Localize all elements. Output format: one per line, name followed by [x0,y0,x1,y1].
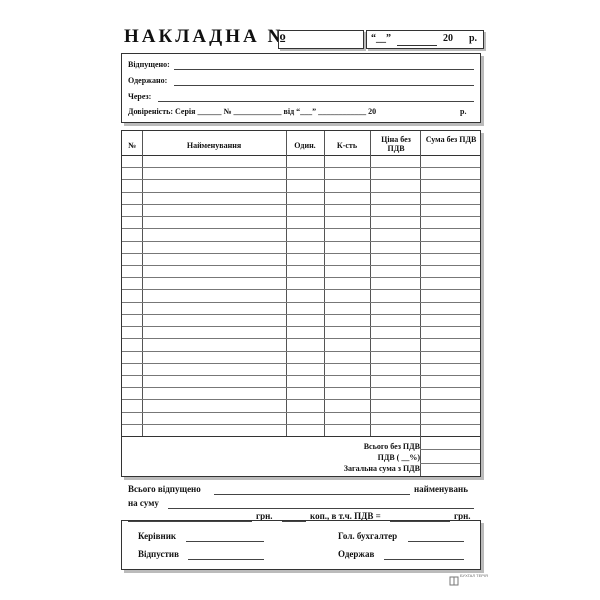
grn-label: грн. [256,511,273,521]
table-row[interactable] [122,363,480,364]
col-header-qty: К-сть [336,141,358,150]
table-row[interactable] [122,399,480,400]
via-field[interactable] [158,101,474,102]
table-row[interactable] [122,179,480,180]
via-label: Через: [128,92,152,101]
chief-accountant-signature-field[interactable] [408,541,464,542]
total-released-label: Всього відпущено [128,484,201,494]
amount-words-field[interactable] [168,508,474,509]
date-year: 20 [443,33,453,44]
date-month-underline [397,45,437,46]
poa-label: Довіреність: Серія ______ № ____________ від “___” ____________ 20 [128,107,377,116]
vat-label: ПДВ ( __%) [377,453,420,462]
date-suffix: р. [469,33,478,44]
grn2-label: грн. [454,511,471,521]
column-divider [370,131,371,436]
released-field[interactable] [174,69,474,70]
table-row[interactable] [122,338,480,339]
table-row[interactable] [122,351,480,352]
head-label: Керівник [138,531,177,541]
items-suffix: найменувань [414,484,468,494]
date-quote: “__” [371,33,391,44]
info-panel [121,53,481,123]
totals-row[interactable] [420,463,480,464]
received-field[interactable] [174,85,474,86]
document-title: НАКЛАДНА № [124,26,290,47]
table-row[interactable] [122,265,480,266]
received-by-signature-field[interactable] [384,559,464,560]
table-row[interactable] [122,436,480,437]
table-row[interactable] [122,424,480,425]
head-signature-field[interactable] [186,541,264,542]
table-row[interactable] [122,228,480,229]
col-header-unit: Один. [294,141,316,150]
table-row[interactable] [122,302,480,303]
column-divider [324,131,325,436]
totals-divider [420,436,421,476]
amount-label: на суму [128,498,159,508]
table-row[interactable] [122,253,480,254]
total-with-vat-label: Загальна сума з ПДВ [343,464,420,473]
totals-row[interactable] [420,449,480,450]
column-divider [420,131,421,436]
received-by-label: Одержав [338,549,375,559]
total-released-field[interactable] [214,494,410,495]
col-header-price: Ціна без ПДВ [381,135,411,153]
col-header-sum: Сума без ПДВ [425,135,477,144]
received-label: Одержано: [128,76,168,85]
table-row[interactable] [122,241,480,242]
table-row[interactable] [122,167,480,168]
chief-accountant-label: Гол. бухгалтер [338,531,398,541]
total-without-vat-label: Всього без ПДВ [363,442,420,451]
table-row[interactable] [122,289,480,290]
column-divider [286,131,287,436]
column-divider [142,131,143,436]
poa-suffix: р. [460,107,467,116]
released-by-signature-field[interactable] [188,559,264,560]
kop-vat-label: коп., в т.ч. ПДВ = [310,511,381,521]
released-label: Відпущено: [128,60,170,69]
table-row[interactable] [122,204,480,205]
table-row[interactable] [122,192,480,193]
table-row[interactable] [122,216,480,217]
table-row[interactable] [122,412,480,413]
col-header-name: Найменування [186,141,242,150]
items-table [121,130,481,477]
released-by-label: Відпустив [138,549,179,559]
col-header-number: № [127,141,137,150]
invoice-date-field[interactable] [366,30,484,49]
invoice-number-field[interactable] [278,30,364,49]
table-row[interactable] [122,326,480,327]
table-row[interactable] [122,277,480,278]
table-row[interactable] [122,387,480,388]
table-row[interactable] [122,375,480,376]
publisher-logo-text: БУХГАЛ ТЕРІЯ [460,573,488,578]
book-icon [449,576,459,586]
signature-panel [121,520,481,570]
table-row[interactable] [122,314,480,315]
header-separator [122,155,480,156]
